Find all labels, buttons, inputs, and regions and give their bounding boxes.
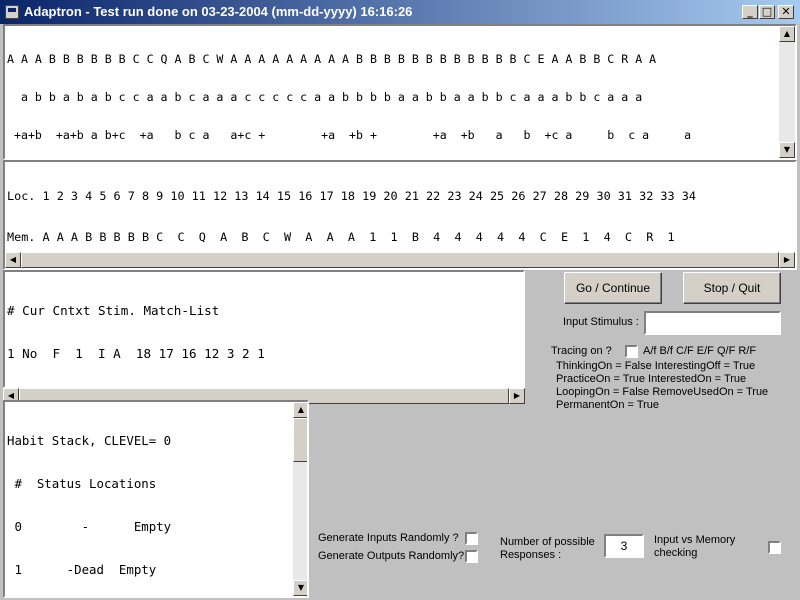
stop-quit-button[interactable]: Stop / Quit [683, 272, 781, 304]
generate-inputs-checkbox[interactable] [465, 532, 478, 545]
scroll-up-icon[interactable]: ▲ [779, 26, 795, 42]
habit-vscroll-thumb[interactable] [293, 418, 309, 462]
tracing-checkbox[interactable] [625, 345, 638, 358]
habit-line: 1 -Dead Empty [7, 562, 157, 577]
tracing-options: A/f B/f C/F E/F Q/F R/F [643, 345, 757, 357]
minimize-icon[interactable]: _ [742, 5, 758, 19]
num-responses-label: Number of possible Responses : [500, 536, 595, 561]
num-responses-field[interactable] [604, 534, 644, 558]
match-line: # Cur Cntxt Stim. Match-List [7, 303, 220, 318]
sequence-vscroll[interactable] [779, 26, 795, 158]
input-vs-memory-checkbox[interactable] [768, 541, 781, 554]
status-line: ThinkingOn = False InterestingOff = True [556, 360, 756, 372]
app-icon[interactable] [5, 5, 19, 19]
table-row: Loc. 1 2 3 4 5 6 7 8 9 10 11 12 13 14 15 16 17 18 19 20 21 22 23 24 25 26 27 28 29 30 31 32 33 34 [7, 189, 696, 203]
scroll-left-icon[interactable]: ◀ [5, 252, 21, 268]
sequence-line: a b b a b a b c c a a b c a a a c c c c c a a b b b b a a b b a a b b c a a a b b c a a a [7, 89, 643, 104]
sequence-panel[interactable] [3, 24, 797, 160]
title-bar [0, 0, 800, 24]
scroll-right-icon[interactable]: ▶ [509, 388, 525, 404]
match-line: 1 No F 1 I A 18 17 16 12 3 2 1 [7, 346, 265, 361]
sequence-text [7, 27, 691, 160]
scroll-down-icon[interactable]: ▼ [293, 580, 309, 596]
input-stimulus-field[interactable] [644, 311, 781, 335]
habit-line: # Status Locations [7, 476, 157, 491]
scroll-up-icon[interactable]: ▲ [293, 402, 309, 418]
habit-line: Habit Stack, CLEVEL= 0 [7, 433, 172, 448]
match-list-panel[interactable] [3, 270, 525, 388]
maximize-icon[interactable]: □ [759, 5, 775, 19]
table-row: Mem. A A A B B B B B C C Q A B C W A A A 1 1 B 4 4 4 4 4 C E 1 4 C R 1 [7, 229, 675, 244]
memory-table-panel[interactable] [3, 160, 797, 270]
status-line: PracticeOn = True InterestedOn = True [556, 373, 747, 385]
sequence-line: A A A B B B B B B C C Q A B C W A A A A A A A A A B B B B B B B B B B B B C E A A B B C R A A [7, 51, 657, 66]
input-stimulus-label: Input Stimulus : [563, 316, 639, 328]
habit-line: 0 - Empty [7, 519, 172, 534]
close-icon[interactable]: ✕ [778, 5, 794, 19]
status-line: LoopingOn = False RemoveUsedOn = True [556, 386, 769, 398]
table-hscroll-thumb[interactable] [21, 252, 779, 268]
input-vs-memory-label: Input vs Memory checking [654, 534, 736, 559]
go-continue-button[interactable]: Go / Continue [564, 272, 662, 304]
habit-stack-text [7, 404, 186, 598]
status-line: PermanentOn = True [556, 399, 660, 411]
generate-inputs-label: Generate Inputs Randomly ? [318, 532, 459, 544]
window-title: Adaptron - Test run done on 03-23-2004 (mm-dd-yyyy) 16:16:26 [24, 4, 413, 19]
match-list-text [7, 274, 265, 388]
scroll-right-icon[interactable]: ▶ [779, 252, 795, 268]
habit-stack-panel[interactable] [3, 400, 309, 598]
sequence-line: +a+b +a+b a b+c +a b c a a+c + +a +b + +a +b a b +c a b c a a [7, 128, 692, 143]
habit-vscroll[interactable] [293, 402, 309, 596]
generate-outputs-label: Generate Outputs Randomly? [318, 550, 465, 562]
generate-outputs-checkbox[interactable] [465, 550, 478, 563]
tracing-label: Tracing on ? [551, 345, 612, 357]
scroll-down-icon[interactable]: ▼ [779, 142, 795, 158]
table-hscroll[interactable] [5, 252, 795, 268]
scroll-left-icon[interactable]: ◀ [3, 388, 19, 404]
